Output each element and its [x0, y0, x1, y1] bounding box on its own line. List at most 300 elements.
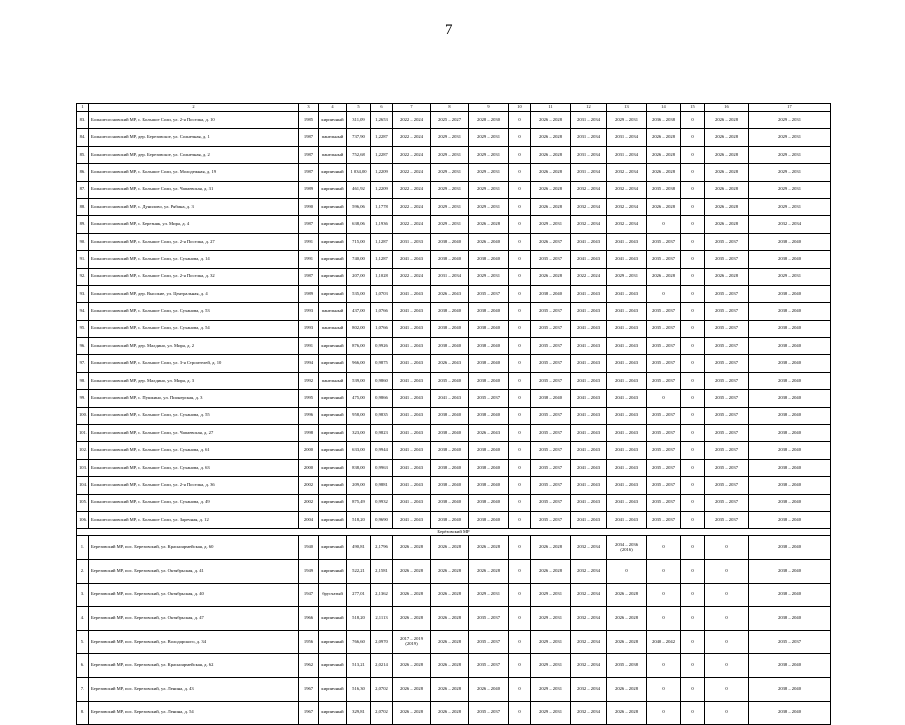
table-cell: 2035 – 2038	[607, 654, 647, 678]
table-cell: 2035 – 2037	[705, 355, 749, 372]
table-cell: 2035 – 2037	[647, 511, 681, 528]
address-cell: Большесосновский МР, дер. Малдино, ул. Мира, д. 2	[89, 338, 299, 355]
table-row	[77, 511, 831, 528]
table-cell: 2041 – 2043	[607, 233, 647, 250]
table-cell: 0	[509, 355, 531, 372]
table-cell: 0	[705, 607, 749, 631]
table-cell: 518,20	[347, 607, 371, 631]
table-cell: 97.	[77, 355, 89, 372]
table-cell: 2029 – 2031	[531, 607, 571, 631]
table-cell: 2041 – 2043	[393, 425, 431, 442]
table-cell: 1991	[299, 233, 319, 250]
address-cell: Большесосновский МР, с. Большое Соли, ул. Чапаевская, д. 27	[89, 425, 299, 442]
table-cell: 2035 – 2037	[531, 477, 571, 494]
table-cell: 2040 – 2042	[647, 630, 681, 654]
table-cell: 0	[681, 285, 705, 302]
table-row	[77, 459, 831, 476]
table-cell: кирпичный	[319, 164, 347, 181]
table-cell: 0	[681, 559, 705, 583]
table-cell: 2035 – 2037	[705, 372, 749, 389]
table-cell: 2031 – 2034	[431, 268, 469, 285]
table-cell: 0	[509, 390, 531, 407]
table-cell: 2035 – 2037	[531, 251, 571, 268]
address-cell: Березовский МР, пос. Березовский, ул. Октябрьская, д. 41	[89, 559, 299, 583]
table-cell: 2029 – 2031	[469, 181, 509, 198]
table-cell: 2035 – 2037	[531, 459, 571, 476]
table-cell: 2035 – 2037	[705, 407, 749, 424]
table-row	[77, 477, 831, 494]
table-cell: 2000	[299, 459, 319, 476]
table-cell: 2038 – 2040	[469, 303, 509, 320]
address-cell: Березовский МР, пос. Березовский, ул. Октябрьская, д. 40	[89, 583, 299, 607]
table-cell: 2041 – 2043	[571, 477, 607, 494]
table-cell: 2026 – 2028	[647, 129, 681, 146]
table-cell: 2038 – 2040	[749, 390, 831, 407]
table-cell: 2032 – 2034	[571, 536, 607, 560]
table-cell: 2,0702	[371, 701, 393, 725]
table-cell: 2038 – 2040	[749, 372, 831, 389]
table-cell: 2035 – 2037	[705, 338, 749, 355]
table-cell: 1,0766	[371, 303, 393, 320]
table-cell: 2026 – 2028	[705, 129, 749, 146]
table-cell: 0	[509, 494, 531, 511]
table-cell: 91.	[77, 251, 89, 268]
column-header: 9	[469, 104, 509, 112]
column-header: 3	[299, 104, 319, 112]
table-cell: 2038 – 2040	[431, 233, 469, 250]
table-cell: 2038 – 2040	[469, 459, 509, 476]
table-cell: 89.	[77, 216, 89, 233]
table-cell: 740,00	[347, 251, 371, 268]
table-cell: 1987	[299, 146, 319, 163]
table-cell: кирпичный	[319, 701, 347, 725]
table-cell: 2026 – 2043	[431, 285, 469, 302]
table-cell: кирпичный	[319, 355, 347, 372]
table-cell: 0	[705, 583, 749, 607]
table-cell: 2031 – 2034	[571, 112, 607, 129]
table-cell: 2029 – 2031	[469, 129, 509, 146]
table-cell: 2029 – 2031	[469, 583, 509, 607]
table-cell: 2022 – 2024	[393, 146, 431, 163]
table-cell: 1991	[299, 251, 319, 268]
table-cell: 4.	[77, 607, 89, 631]
table-cell: 2038 – 2040	[749, 654, 831, 678]
table-cell: 0,9932	[371, 494, 393, 511]
table-cell: 2038 – 2040	[749, 511, 831, 528]
table-cell: 2031 – 2034	[607, 146, 647, 163]
table-cell: кирпичный	[319, 607, 347, 631]
table-cell: 100.	[77, 407, 89, 424]
address-cell: Березовский МР, пос. Березовский, ул. Володарского, д. 34	[89, 630, 299, 654]
address-cell: Большесосновский МР, с. Большое Соли, ул. Суханова, д. 53	[89, 303, 299, 320]
table-cell: 1 034,00	[347, 164, 371, 181]
table-cell: 1993	[299, 303, 319, 320]
address-cell: Березовский МР, пос. Березовский, ул. Ленина, д. 54	[89, 701, 299, 725]
table-cell: 1990	[299, 198, 319, 215]
data-table-wrapper	[76, 103, 830, 725]
table-cell: 958,00	[347, 407, 371, 424]
table-cell: кирпичный	[319, 536, 347, 560]
table-cell: 2029 – 2031	[431, 129, 469, 146]
table-cell: 490,81	[347, 536, 371, 560]
table-cell: 2034 – 2036 (2016)	[607, 536, 647, 560]
table-cell: 2041 – 2043	[571, 425, 607, 442]
table-cell: 2022 – 2024	[393, 112, 431, 129]
table-cell: панельный	[319, 146, 347, 163]
address-cell: Большесосновский МР, с. Большое Соли, ул. 3-я Строителей, д. 10	[89, 355, 299, 372]
address-cell: Большесосновский МР, с. Большое Соли, ул. Молодежная, д. 19	[89, 164, 299, 181]
table-cell: 0	[681, 494, 705, 511]
table-cell: 2035 – 2037	[647, 303, 681, 320]
table-cell: 2022 – 2024	[393, 181, 431, 198]
address-cell: Большесосновский МР, с. Большое Соли, ул. Суханова, д. 54	[89, 320, 299, 337]
table-cell: 2038 – 2040	[469, 251, 509, 268]
table-cell: кирпичный	[319, 251, 347, 268]
table-cell: 2029 – 2031	[431, 198, 469, 215]
table-cell: 638,06	[347, 216, 371, 233]
table-cell: 2026 – 2028	[393, 559, 431, 583]
table-row	[77, 164, 831, 181]
table-cell: 2029 – 2031	[431, 216, 469, 233]
table-cell: 2032 – 2034	[607, 164, 647, 181]
table-row	[77, 607, 831, 631]
table-cell: 2038 – 2040	[531, 285, 571, 302]
table-cell: 2026 – 2028	[431, 536, 469, 560]
table-cell: 0	[509, 303, 531, 320]
table-row	[77, 390, 831, 407]
address-cell: Большесосновский МР, с. Березняк, ул. Мира, д. 4	[89, 216, 299, 233]
table-cell: 2035 – 2037	[705, 251, 749, 268]
table-cell: 2026 – 2028	[705, 164, 749, 181]
table-cell: 2032 – 2034	[571, 654, 607, 678]
table-cell: 2029 – 2031	[531, 677, 571, 701]
table-cell: 2035 – 2037	[705, 494, 749, 511]
table-body-b	[77, 536, 831, 725]
table-cell: 2038 – 2040	[749, 677, 831, 701]
column-header: 7	[393, 104, 431, 112]
table-cell: 1940	[299, 536, 319, 560]
table-cell: 0	[705, 701, 749, 725]
table-cell: 737,90	[347, 129, 371, 146]
table-cell: 2041 – 2043	[571, 285, 607, 302]
table-cell: 0	[681, 536, 705, 560]
table-cell: 2041 – 2043	[607, 477, 647, 494]
table-cell: панельный	[319, 372, 347, 389]
table-cell: 2026 – 2040	[469, 233, 509, 250]
table-row	[77, 701, 831, 725]
table-cell: 2026 – 2028	[531, 164, 571, 181]
table-cell: 1966	[299, 607, 319, 631]
table-cell: 0	[681, 198, 705, 215]
table-cell: 2041 – 2043	[393, 372, 431, 389]
table-cell: 86.	[77, 164, 89, 181]
table-cell: 0	[509, 654, 531, 678]
table-cell: 0	[647, 390, 681, 407]
table-cell: 0	[681, 129, 705, 146]
table-cell: 0,9944	[371, 442, 393, 459]
table-cell: 0	[647, 654, 681, 678]
table-cell: 2041 – 2043	[607, 459, 647, 476]
table-cell: 2035 – 2040	[431, 372, 469, 389]
table-cell: 0	[509, 285, 531, 302]
table-cell: 2041 – 2043	[393, 511, 431, 528]
table-cell: 2035 – 2037	[469, 654, 509, 678]
table-cell: 0	[681, 425, 705, 442]
table-cell: 2032 – 2034	[571, 583, 607, 607]
table-cell: 633,00	[347, 442, 371, 459]
table-cell: 0	[647, 536, 681, 560]
table-cell: 513,21	[347, 654, 371, 678]
address-cell: Большесосновский МР, с. Большое Соли, ул. 2-я Поселка, д. 27	[89, 233, 299, 250]
table-cell: 0	[681, 268, 705, 285]
table-row	[77, 442, 831, 459]
table-cell: 106.	[77, 511, 89, 528]
table-cell: 3.	[77, 583, 89, 607]
table-cell: 85.	[77, 146, 89, 163]
table-cell: 0	[509, 146, 531, 163]
table-cell: 2035 – 2037	[705, 511, 749, 528]
table-cell: 2029 – 2031	[607, 268, 647, 285]
table-cell: 535,00	[347, 285, 371, 302]
table-row	[77, 251, 831, 268]
table-cell: 0	[681, 607, 705, 631]
table-cell: 0	[509, 677, 531, 701]
table-cell: 2000	[299, 442, 319, 459]
table-row	[77, 303, 831, 320]
table-cell: 2.	[77, 559, 89, 583]
table-cell: 103.	[77, 459, 89, 476]
table-cell: 2026 – 2028	[393, 654, 431, 678]
table-cell: 0	[705, 559, 749, 583]
table-cell: 0	[681, 303, 705, 320]
table-cell: 2026 – 2028	[531, 536, 571, 560]
table-cell: кирпичный	[319, 285, 347, 302]
table-row	[77, 129, 831, 146]
table-cell: 1987	[299, 164, 319, 181]
table-cell: 0	[681, 112, 705, 129]
table-cell: 0,9963	[371, 459, 393, 476]
column-header: 15	[681, 104, 705, 112]
address-cell: Большесосновский МР, с. Большое Соли, ул. Суханова, д. 61	[89, 442, 299, 459]
table-cell: 2038 – 2040	[431, 407, 469, 424]
table-cell: кирпичный	[319, 442, 347, 459]
table-cell: 2026 – 2028	[607, 677, 647, 701]
table-cell: 1995	[299, 390, 319, 407]
table-cell: 2038 – 2040	[469, 442, 509, 459]
column-header: 13	[607, 104, 647, 112]
table-cell: 1.	[77, 536, 89, 560]
table-cell: кирпичный	[319, 407, 347, 424]
table-cell: 2035 – 2037	[647, 355, 681, 372]
table-cell: 2032 – 2034	[571, 559, 607, 583]
table-row	[77, 407, 831, 424]
table-cell: кирпичный	[319, 216, 347, 233]
table-cell: 0	[509, 425, 531, 442]
table-cell: 2041 – 2043	[607, 355, 647, 372]
table-cell: 2041 – 2043	[571, 494, 607, 511]
table-cell: 2038 – 2040	[431, 511, 469, 528]
table-cell: 522,21	[347, 559, 371, 583]
table-cell: панельный	[319, 320, 347, 337]
table-cell: 2026 – 2043	[431, 355, 469, 372]
table-cell: 2041 – 2043	[393, 407, 431, 424]
table-cell: 1996	[299, 407, 319, 424]
table-cell: 2031 – 2034	[571, 146, 607, 163]
table-cell: брусчатый	[319, 583, 347, 607]
table-cell: 6.	[77, 654, 89, 678]
table-cell: 2035 – 2037	[647, 494, 681, 511]
table-cell: кирпичный	[319, 511, 347, 528]
table-cell: 0	[509, 268, 531, 285]
table-cell: 2038 – 2040	[431, 338, 469, 355]
table-cell: 2035 – 2037	[531, 355, 571, 372]
table-cell: 84.	[77, 129, 89, 146]
table-cell: 2038 – 2040	[469, 372, 509, 389]
table-cell: 5.	[77, 630, 89, 654]
table-cell: 2035 – 2037	[469, 390, 509, 407]
table-cell: 2029 – 2031	[749, 268, 831, 285]
table-cell: 2032 – 2034	[571, 630, 607, 654]
table-cell: 1967	[299, 677, 319, 701]
table-cell: 2035 – 2037	[531, 372, 571, 389]
table-cell: 1987	[299, 129, 319, 146]
table-cell: 2041 – 2043	[607, 390, 647, 407]
table-cell: 838,00	[347, 459, 371, 476]
table-cell: 0	[681, 355, 705, 372]
table-cell: 0	[681, 320, 705, 337]
table-cell: 2026 – 2043	[469, 425, 509, 442]
table-cell: 0	[681, 164, 705, 181]
table-row	[77, 285, 831, 302]
table-cell: 207,00	[347, 268, 371, 285]
table-cell: 2026 – 2040	[469, 677, 509, 701]
table-row	[77, 233, 831, 250]
table-cell: 2035 – 2037	[647, 442, 681, 459]
address-cell: Большесосновский МР, дер. Березовское, ул. Солнечная, д. 1	[89, 129, 299, 146]
table-cell: 2,1796	[371, 536, 393, 560]
table-cell: 2032 – 2034	[607, 216, 647, 233]
table-cell: кирпичный	[319, 654, 347, 678]
table-cell: 516,30	[347, 677, 371, 701]
table-cell: 0,9690	[371, 511, 393, 528]
table-cell: 2026 – 2028	[705, 112, 749, 129]
table-cell: панельный	[319, 129, 347, 146]
table-cell: 2038 – 2040	[469, 511, 509, 528]
section-label: Берёзовский МР	[77, 529, 831, 536]
table-cell: 876,00	[347, 338, 371, 355]
table-cell: кирпичный	[319, 425, 347, 442]
table-cell: 0	[647, 216, 681, 233]
column-header: 6	[371, 104, 393, 112]
table-cell: 2026 – 2028	[647, 268, 681, 285]
table-cell: 0,9881	[371, 477, 393, 494]
table-cell: 2041 – 2043	[571, 390, 607, 407]
table-cell: 2022 – 2024	[393, 268, 431, 285]
table-row	[77, 677, 831, 701]
table-cell: 209,00	[347, 477, 371, 494]
table-cell: 2038 – 2040	[431, 459, 469, 476]
table-row	[77, 583, 831, 607]
table-row	[77, 654, 831, 678]
table-cell: 1989	[299, 181, 319, 198]
table-cell: 2041 – 2043	[607, 285, 647, 302]
table-cell: 2026 – 2028	[647, 164, 681, 181]
table-cell: 966,00	[347, 355, 371, 372]
table-cell: 2032 – 2034	[571, 701, 607, 725]
table-cell: 2026 – 2028	[431, 630, 469, 654]
address-cell: Большесосновский МР, дер. Березовское, ул. Солнечная, д. 2	[89, 146, 299, 163]
table-cell: 2035 – 2037	[705, 233, 749, 250]
address-cell: Березовский МР, пос. Березовский, ул. Ленина, д. 43	[89, 677, 299, 701]
table-cell: 2031 – 2033	[393, 233, 431, 250]
table-cell: 2026 – 2028	[647, 198, 681, 215]
table-cell: 92.	[77, 268, 89, 285]
table-cell: 0	[681, 251, 705, 268]
table-cell: 0	[681, 511, 705, 528]
table-cell: 0	[681, 654, 705, 678]
table-cell: 1,0703	[371, 285, 393, 302]
table-cell: 2038 – 2040	[749, 320, 831, 337]
table-cell: 2035 – 2038	[647, 181, 681, 198]
table-cell: 0	[681, 583, 705, 607]
table-cell: 2038 – 2040	[749, 442, 831, 459]
table-cell: 2038 – 2040	[469, 355, 509, 372]
table-cell: 98.	[77, 372, 89, 389]
table-cell: 0	[681, 459, 705, 476]
table-row	[77, 494, 831, 511]
table-cell: кирпичный	[319, 112, 347, 129]
table-cell: 2038 – 2040	[469, 477, 509, 494]
table-cell: кирпичный	[319, 559, 347, 583]
table-cell: 2026 – 2028	[469, 216, 509, 233]
table-cell: кирпичный	[319, 233, 347, 250]
table-cell: 2041 – 2043	[393, 442, 431, 459]
table-cell: 2035 – 2037	[705, 285, 749, 302]
table-cell: 1991	[299, 338, 319, 355]
table-cell: 1985	[299, 112, 319, 129]
table-cell: 2035 – 2037	[469, 630, 509, 654]
table-cell: 2035 – 2037	[647, 372, 681, 389]
table-cell: 2041 – 2043	[393, 251, 431, 268]
table-cell: 596,06	[347, 198, 371, 215]
table-cell: 2026 – 2028	[705, 216, 749, 233]
table-cell: 2035 – 2037	[705, 459, 749, 476]
address-cell: Большесосновский МР, с. Большое Соли, ул. Суханова, д. 63	[89, 459, 299, 476]
table-cell: 2038 – 2040	[531, 390, 571, 407]
table-cell: 2041 – 2043	[607, 338, 647, 355]
table-cell: 2026 – 2028	[431, 701, 469, 725]
table-cell: 2038 – 2040	[469, 494, 509, 511]
table-cell: 99.	[77, 390, 89, 407]
table-cell: 2038 – 2040	[469, 320, 509, 337]
table-cell: 2038 – 2040	[749, 303, 831, 320]
table-cell: 2041 – 2043	[431, 390, 469, 407]
table-cell: 2038 – 2040	[749, 477, 831, 494]
table-cell: 0	[681, 181, 705, 198]
table-cell: 2032 – 2034	[749, 216, 831, 233]
table-cell: 2029 – 2031	[607, 112, 647, 129]
table-cell: 2029 – 2031	[531, 583, 571, 607]
table-cell: 0,9866	[371, 390, 393, 407]
address-cell: Большесосновский МР, с. Большое Соли, ул. Суханова, д. 49	[89, 494, 299, 511]
table-cell: 102.	[77, 442, 89, 459]
table-cell: 0	[647, 285, 681, 302]
table-cell: 2,0970	[371, 630, 393, 654]
table-cell: 1,2287	[371, 146, 393, 163]
table-cell: 0,9835	[371, 407, 393, 424]
table-cell: 2026 – 2028	[469, 559, 509, 583]
table-cell: 0	[607, 559, 647, 583]
